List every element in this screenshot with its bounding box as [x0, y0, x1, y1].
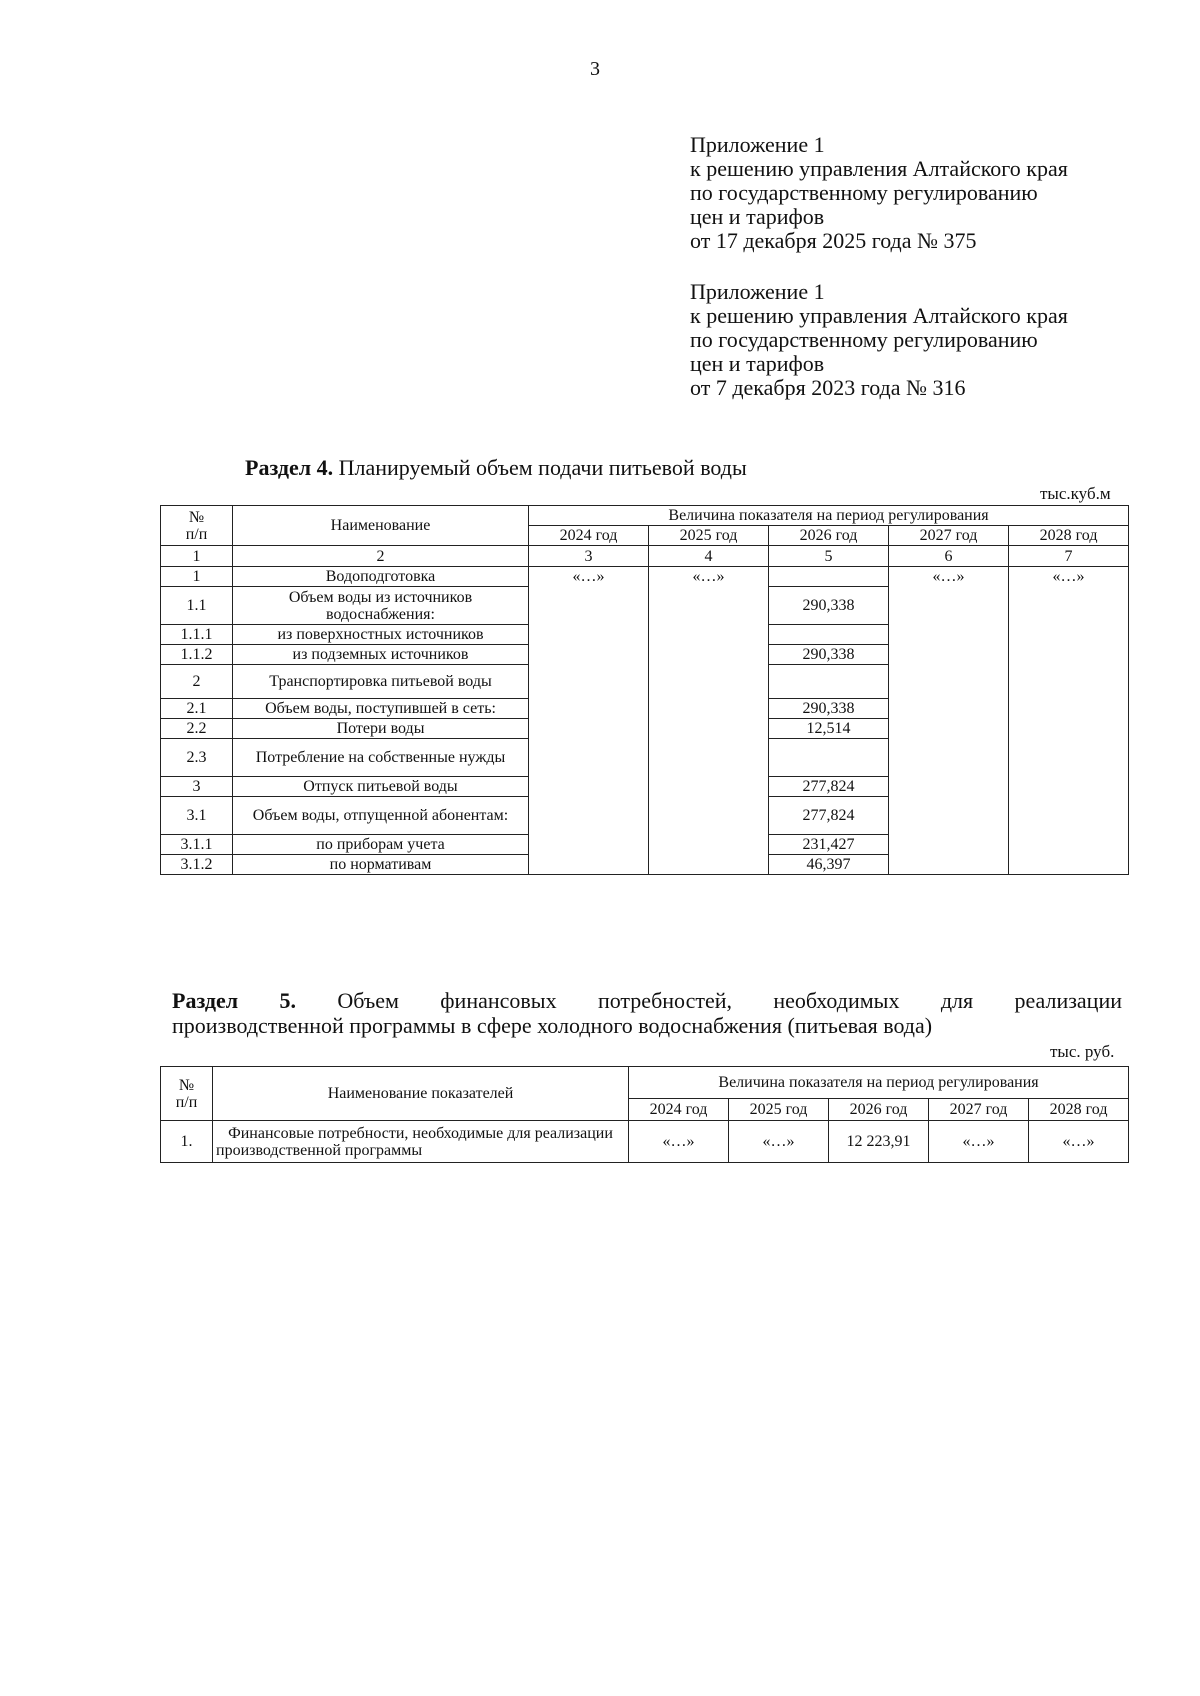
empty-cell [889, 645, 1009, 665]
empty-cell [1009, 835, 1129, 855]
value-2026 [769, 567, 889, 587]
table-row [161, 1121, 1129, 1163]
empty-cell [649, 699, 769, 719]
empty-cell [529, 587, 649, 625]
empty-cell [649, 855, 769, 875]
value-2025: «…» [729, 1121, 829, 1163]
row-name: Объем воды, отпущенной абонентам: [233, 797, 529, 835]
value-2026: 290,338 [769, 645, 889, 665]
table-row [161, 855, 1129, 875]
table-row [161, 797, 1129, 835]
row-name: Финансовые потребности, необходимые для реализации производственной программы [213, 1121, 629, 1163]
appendix-line: цен и тарифов [690, 351, 825, 376]
empty-cell [529, 797, 649, 835]
header-year: 2027 год [929, 1099, 1029, 1121]
column-number: 5 [769, 546, 889, 567]
header-year: 2026 год [769, 526, 889, 546]
row-num: 2.2 [161, 719, 233, 739]
empty-cell [889, 797, 1009, 835]
row-num: 3.1.1 [161, 835, 233, 855]
appendix-line: Приложение 1 [690, 132, 825, 157]
section5-unit: тыс. руб. [1050, 1042, 1115, 1061]
empty-cell [529, 645, 649, 665]
row-num: 2.3 [161, 739, 233, 777]
header-period: Величина показателя на период регулирования [629, 1067, 1129, 1099]
row-name: Отпуск питьевой воды [233, 777, 529, 797]
appendix-line: по государственному регулированию [690, 180, 1038, 205]
empty-cell [1009, 739, 1129, 777]
empty-cell [649, 719, 769, 739]
value-2026: 290,338 [769, 699, 889, 719]
value-2026: 12,514 [769, 719, 889, 739]
header-name: Наименование показателей [213, 1067, 629, 1121]
table-row [161, 567, 1129, 587]
empty-cell [529, 855, 649, 875]
value-2028: «…» [1009, 567, 1129, 587]
empty-cell [529, 719, 649, 739]
empty-cell [529, 699, 649, 719]
column-number: 6 [889, 546, 1009, 567]
empty-cell [889, 665, 1009, 699]
section5-title-bold: Раздел 5. [172, 988, 296, 1013]
row-name: из подземных источников [233, 645, 529, 665]
empty-cell [889, 719, 1009, 739]
row-num: 2.1 [161, 699, 233, 719]
table-row [161, 739, 1129, 777]
empty-cell [1009, 587, 1129, 625]
empty-cell [529, 835, 649, 855]
table-header-row [161, 506, 1129, 526]
row-name: из поверхностных источников [233, 625, 529, 645]
row-num: 3.1.2 [161, 855, 233, 875]
empty-cell [889, 587, 1009, 625]
appendix-line: Приложение 1 [690, 279, 825, 304]
empty-cell [889, 699, 1009, 719]
row-num: 1 [161, 567, 233, 587]
table-row [161, 625, 1129, 645]
column-number: 4 [649, 546, 769, 567]
empty-cell [1009, 625, 1129, 645]
header-name: Наименование [233, 506, 529, 546]
section5-table [160, 1066, 1129, 1163]
empty-cell [889, 777, 1009, 797]
value-2025: «…» [649, 567, 769, 587]
column-number: 7 [1009, 546, 1129, 567]
row-name: Потребление на собственные нужды [233, 739, 529, 777]
value-2028: «…» [1029, 1121, 1129, 1163]
empty-cell [889, 625, 1009, 645]
empty-cell [649, 777, 769, 797]
appendix-line: по государственному регулированию [690, 327, 1038, 352]
section5-title [172, 988, 1122, 1038]
row-num: 1.1.2 [161, 645, 233, 665]
section4-title-bold: Раздел 4. [245, 455, 334, 480]
row-num: 1.1.1 [161, 625, 233, 645]
empty-cell [1009, 699, 1129, 719]
empty-cell [1009, 797, 1129, 835]
empty-cell [1009, 665, 1129, 699]
empty-cell [649, 665, 769, 699]
value-2026 [769, 739, 889, 777]
header-year: 2025 год [729, 1099, 829, 1121]
table-row [161, 777, 1129, 797]
header-year: 2025 год [649, 526, 769, 546]
column-numbers-row [161, 546, 1129, 567]
value-2027: «…» [889, 567, 1009, 587]
value-2024: «…» [529, 567, 649, 587]
value-2026: 46,397 [769, 855, 889, 875]
section5-title-line1: Объем финансовых потребностей, необходимых для реализации [295, 988, 1122, 1013]
row-name: Транспортировка питьевой воды [233, 665, 529, 699]
empty-cell [1009, 855, 1129, 875]
empty-cell [1009, 777, 1129, 797]
row-num: 3.1 [161, 797, 233, 835]
empty-cell [529, 625, 649, 645]
row-num: 1. [161, 1121, 213, 1163]
column-number: 2 [233, 546, 529, 567]
value-2027: «…» [929, 1121, 1029, 1163]
appendix-current-header [690, 133, 1068, 253]
appendix-line: к решению управления Алтайского края [690, 303, 1068, 328]
value-2026: 277,824 [769, 797, 889, 835]
header-year: 2024 год [529, 526, 649, 546]
empty-cell [889, 855, 1009, 875]
header-year: 2027 год [889, 526, 1009, 546]
row-num: 3 [161, 777, 233, 797]
row-name: Потери воды [233, 719, 529, 739]
row-name: Водоподготовка [233, 567, 529, 587]
table-row [161, 645, 1129, 665]
row-name: по приборам учета [233, 835, 529, 855]
row-name: по нормативам [233, 855, 529, 875]
value-2024: «…» [629, 1121, 729, 1163]
table-row [161, 835, 1129, 855]
value-2026 [769, 625, 889, 645]
header-year: 2028 год [1029, 1099, 1129, 1121]
appendix-original-header [690, 280, 1068, 400]
header-period: Величина показателя на период регулирования [529, 506, 1129, 526]
section4-table [160, 505, 1129, 875]
empty-cell [529, 665, 649, 699]
value-2026: 290,338 [769, 587, 889, 625]
column-number: 3 [529, 546, 649, 567]
row-num: 1.1 [161, 587, 233, 625]
empty-cell [889, 835, 1009, 855]
table-row [161, 587, 1129, 625]
empty-cell [649, 739, 769, 777]
empty-cell [649, 587, 769, 625]
table-header-row [161, 1067, 1129, 1099]
page-number: 3 [590, 58, 600, 80]
appendix-line: цен и тарифов [690, 204, 825, 229]
table-row [161, 719, 1129, 739]
value-2026: 231,427 [769, 835, 889, 855]
section4-title-rest: Планируемый объем подачи питьевой воды [333, 455, 747, 480]
row-name: Объем воды из источников водоснабжения: [233, 587, 529, 625]
appendix-line: от 7 декабря 2023 года № 316 [690, 375, 966, 400]
empty-cell [1009, 645, 1129, 665]
header-year: 2024 год [629, 1099, 729, 1121]
appendix-line: от 17 декабря 2025 года № 375 [690, 228, 977, 253]
empty-cell [649, 625, 769, 645]
column-number: 1 [161, 546, 233, 567]
table-row [161, 665, 1129, 699]
row-num: 2 [161, 665, 233, 699]
empty-cell [649, 645, 769, 665]
header-year: 2026 год [829, 1099, 929, 1121]
value-2026 [769, 665, 889, 699]
row-name: Объем воды, поступившей в сеть: [233, 699, 529, 719]
value-2026: 12 223,91 [829, 1121, 929, 1163]
section4-title [245, 455, 747, 480]
empty-cell [649, 835, 769, 855]
table-row [161, 699, 1129, 719]
value-2026: 277,824 [769, 777, 889, 797]
header-num: № п/п [161, 1067, 213, 1121]
header-year: 2028 год [1009, 526, 1129, 546]
empty-cell [1009, 719, 1129, 739]
empty-cell [529, 739, 649, 777]
empty-cell [889, 739, 1009, 777]
section4-unit: тыс.куб.м [1040, 484, 1111, 503]
empty-cell [649, 797, 769, 835]
appendix-line: к решению управления Алтайского края [690, 156, 1068, 181]
empty-cell [529, 777, 649, 797]
header-num: № п/п [161, 506, 233, 546]
section5-title-line2: производственной программы в сфере холодного водоснабжения (питьевая вода) [172, 1013, 933, 1038]
